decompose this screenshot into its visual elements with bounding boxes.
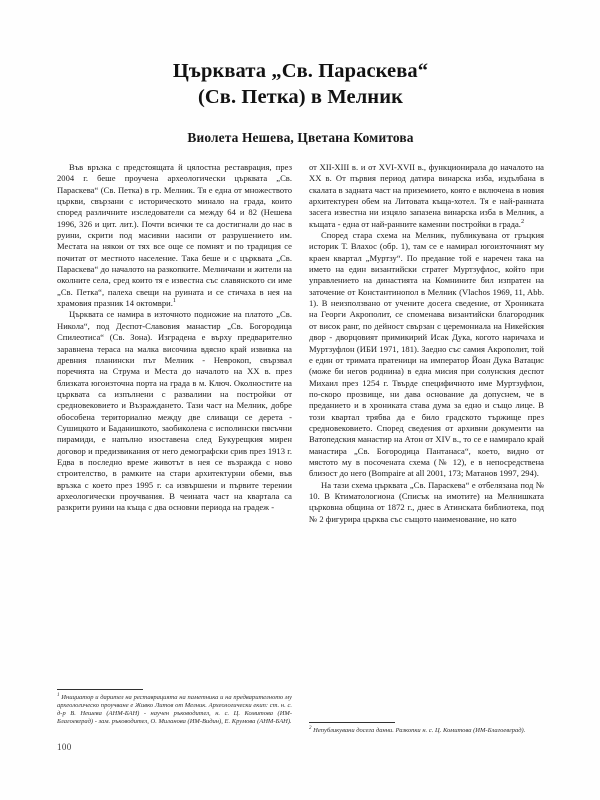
right-column (309, 162, 544, 734)
paragraph (57, 162, 292, 309)
footnote-marker: 1 (57, 692, 60, 698)
title-line-1: Църквата „Св. Параскева“ (172, 60, 429, 82)
title-line-2: (Св. Петка) в Мелник (197, 86, 404, 109)
paragraph: Църквата се намира в източното подножие на платото „Св. Никола“, под Деспот-Славовия манастир „Св. Богородица Спилеотиса“ (Св. Зона). Изградена е върху предварително заравнена тераса на малка височина вдясно край извивка на древния планински път Мелник - Неврокоп, свързвал поречията на Струма и Места до началото на XX в. през близката югоизточна порта на града в м. Ключ. Околностите на църквата са изпълнени с развалини на постройки от средновековието и Възраждането. Тази част на Мелник, добре обособена териториално между две сливащи се дерета - Сушицкото и Баданишкото, заобиколена с исполински пясъчни пирамиди, е напълно изоставена след Букурещкия мирен договор и предизвикания от него демографски срив през 1913 г. Едва в последно време животът в нея се възражда с ново строителство, в рамките на стари архитектурни обеми, във връзка с което през 1995 г. са извършени и първите терении археологически проучвания. В чеината част на квартала са разкрити руини на къща с два основни периода на градеж - (57, 309, 292, 513)
paragraph-text: Във връзка с предстоящата й цялостна реставрация, през 2004 г. беше проучена археологически църквата „Св. Параскева“ (Св. Петка) в гр. Мелник. Тя е една от множеството църкви, свързани с историческото минало на града, които според различните изследователи са между 64 и 82 (Нешева 1996, 326 и цит. лит.). Почти всички те са достигнали до нас в руини, скрити под масивни насипи от разрушението им. Местата на някои от тях все още се помнят и по традиция се почитат от местното население. Така беше и с църквата „Св. Параскева“ до началото на разкопките. Мелничани и жители на околните села, сред които тя е известна със славянското си име „Св. Петка“, палеха свещи на руината и се стичаха в нея на храмовия празник 14 октомври. (57, 162, 292, 309)
paragraph: Според стара схема на Мелник, публикувана от гръцкия историк Т. Влахос (обр. 1), там се е намирал югоизточният му краен квартал „Муртзу“. По предание той е наречен така на името на един византийски стратег Муртзуфлос, който при управлението на династията на Комнините бил изпратен на заточение от Константинопол в Мелник (Vlachos 1969, 11, Abb. 1). В неизползвано от учените досега сведение, от Хрониката на Георги Акрополит, се споменава византийски благородник от висок ранг, по дейност свързан с церемониала на Никейския двор - дворцовият примикирий Исак Дука, когото наричаха и Муртзуфлон (ИБИ 1971, 181). Заедно със самия Акрополит, той е един от тримата пратеници на император Йоан Дука Ватацис (може би негов роднина) в една мисия при солунския деспот Михаил през 1254 г. Твърде специфичното име Муртзуфлон, по-скоро прозвище, ни дава основание да допуснем, че в преданието и в хрониката става дума за едно и също лице. В този квартал трябва да е било градското тържище през средновековието. Според сведения от архивни документи на Ватопедския манастир на Атон от XIV в., то се е намирало край манастира „Св. Богородица Пантанаса“, което, видно от мястото му в посочената схема (№ 12), е в непосредствена близост до него (Bompaire at all 2001, 173; Матанов 1997, 294). (309, 230, 544, 479)
title-block (86, 52, 516, 146)
authors-line: Виолета Нешева, Цветана Комитова (187, 130, 414, 146)
page-content-area (57, 52, 544, 752)
footnote-reference: 1 (172, 297, 177, 305)
footnote-separator-rule (309, 722, 395, 723)
right-column-body (309, 162, 544, 525)
paragraph (309, 162, 544, 230)
page-number: 100 (57, 742, 72, 752)
footnote (309, 727, 544, 735)
footnote-reference: 2 (520, 217, 525, 225)
footnote-text: Непубликувани досега данни. Разкопки н. с. Ц. Комитова (ИМ-Благоевград). (313, 727, 526, 734)
paragraph-text: от XII-XIII в. и от XVI-XVII в., функционирала до началото на XX в. От първия период датира винарска изба, издълбана в скалата в задната част на приземието, която е включена в новия архитектурен обем на Литовата къща-хотел. Тя е най-ранната засега известна ни изцяло запазена винарска изба в Мелник, а къщата - една от най-ранните каменни постройки в града. (309, 162, 544, 229)
footnote-text: Инициатор и дарител на реставрацията на паметника и на предварителното му археологическо проучване е Живко Литов от Мелник. Археологически екип: ст. н. с. д-р В. Нешева (АНМ-БАН) - научен ръководител, н. с. Ц. Комитова (ИМ-Благоевград) - зам. ръководител, О. Миланова (ИМ-Видин), Е. Крумова (АНМ-БАН). (57, 694, 292, 726)
paragraph: На тази схема църквата „Св. Параскева“ е отбелязана под № 10. В Ктиматологиона (Списък на имотите) на Мелнишката църковна община от 1872 г., днес в Атинската библиотека, под № 2 фигурира църква със същото наименование, но като (309, 479, 544, 524)
left-column-body (57, 162, 292, 514)
footnote-separator-rule (57, 689, 143, 690)
page-title (86, 58, 516, 110)
footnote-marker: 2 (309, 725, 312, 731)
right-footnote-zone (309, 722, 544, 735)
two-column-layout (57, 162, 544, 734)
left-column (57, 162, 292, 726)
left-footnote-zone (57, 689, 292, 726)
footnote (57, 694, 292, 726)
